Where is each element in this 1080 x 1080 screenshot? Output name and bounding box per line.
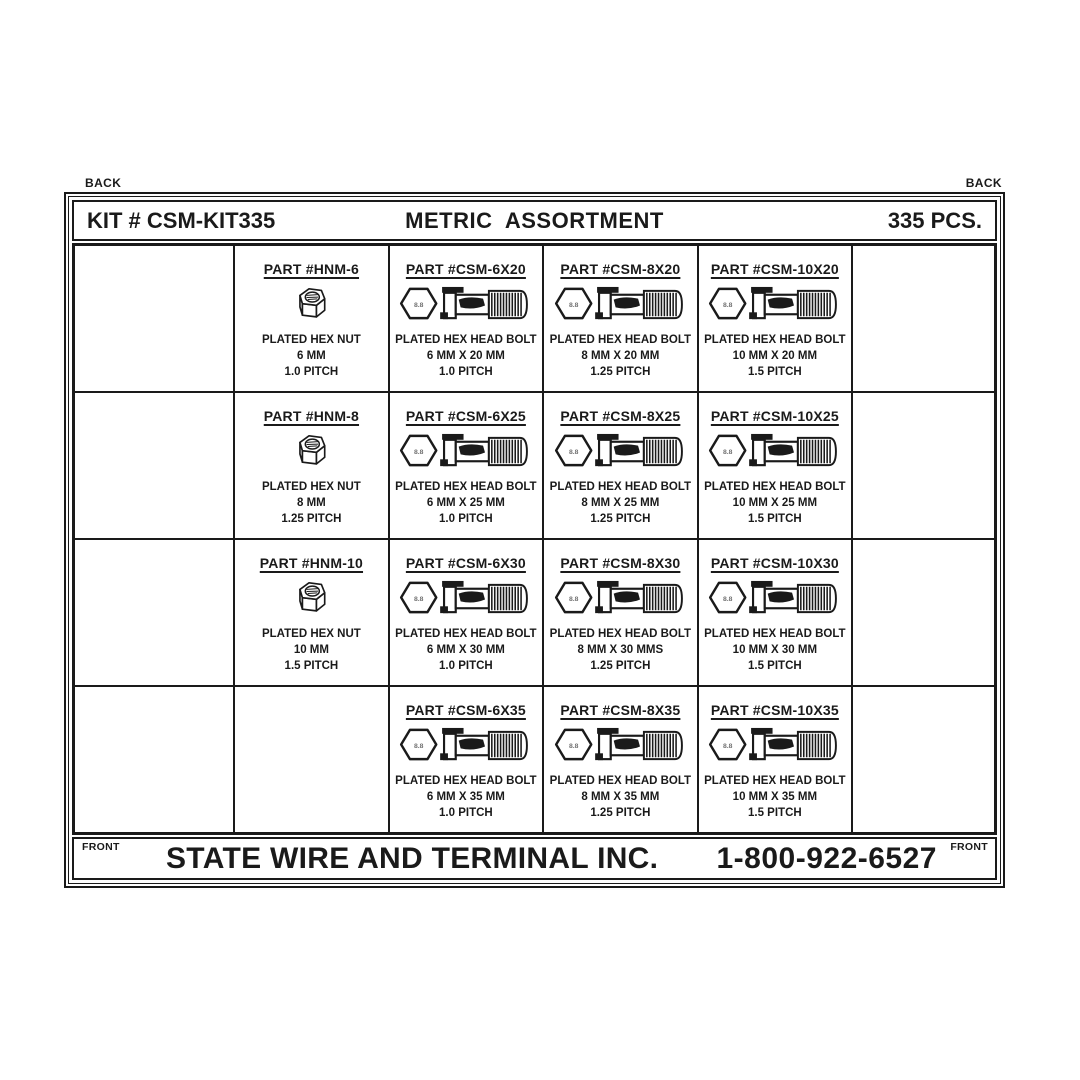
part-description: PLATED HEX HEAD BOLT 8 MM X 35 MM 1.25 PITCH bbox=[549, 775, 692, 819]
part-number: PART #CSM-10X25 bbox=[710, 408, 839, 424]
part-number: PART #CSM-10X30 bbox=[710, 555, 839, 571]
part-number: PART #CSM-10X20 bbox=[710, 261, 839, 277]
part-number: PART #HNM-6 bbox=[263, 261, 360, 277]
empty-cell bbox=[852, 686, 995, 833]
hex-head-bolt-icon bbox=[554, 571, 687, 626]
part-number: PART #CSM-8X35 bbox=[560, 702, 681, 718]
part-description: PLATED HEX HEAD BOLT 6 MM X 25 MM 1.0 PITCH bbox=[395, 481, 537, 525]
phone-number: 1-800-922-6527 bbox=[716, 841, 937, 875]
kit-header bbox=[72, 200, 997, 241]
hex-head-bolt-icon bbox=[399, 571, 532, 626]
kit-number: KIT # CSM-KIT335 bbox=[87, 207, 276, 233]
part-cell-hnm-8 bbox=[234, 392, 389, 539]
part-description: PLATED HEX HEAD BOLT 10 MM X 35 MM 1.5 PITCH bbox=[704, 775, 846, 819]
part-number: PART #CSM-8X30 bbox=[560, 555, 681, 571]
hex-nut-icon bbox=[295, 571, 328, 626]
part-cell-csm-8x20 bbox=[543, 245, 698, 392]
part-number: PART #CSM-8X20 bbox=[560, 261, 681, 277]
svg-text:8.8: 8.8 bbox=[414, 595, 424, 603]
svg-text:8.8: 8.8 bbox=[723, 448, 733, 456]
empty-cell bbox=[74, 539, 234, 686]
part-description: PLATED HEX HEAD BOLT 6 MM X 30 MM 1.0 PITCH bbox=[395, 628, 537, 672]
empty-cell bbox=[74, 686, 234, 833]
part-cell-csm-8x25 bbox=[543, 392, 698, 539]
part-cell-csm-8x35 bbox=[543, 686, 698, 833]
part-description: PLATED HEX HEAD BOLT 8 MM X 30 MMS 1.25 PITCH bbox=[549, 628, 692, 672]
svg-text:8.8: 8.8 bbox=[723, 595, 733, 603]
kit-title: METRIC ASSORTMENT bbox=[405, 207, 664, 233]
hex-head-bolt-icon bbox=[708, 571, 841, 626]
part-description: PLATED HEX HEAD BOLT 10 MM X 30 MM 1.5 PITCH bbox=[704, 628, 846, 672]
part-cell-csm-10x20 bbox=[698, 245, 852, 392]
part-number: PART #HNM-10 bbox=[259, 555, 364, 571]
svg-text:8.8: 8.8 bbox=[568, 595, 579, 603]
part-description: PLATED HEX NUT 8 MM 1.25 PITCH bbox=[261, 481, 361, 525]
hex-head-bolt-icon bbox=[399, 424, 532, 479]
part-cell-csm-10x35 bbox=[698, 686, 852, 833]
part-number: PART #CSM-6X25 bbox=[405, 408, 526, 424]
part-cell-csm-6x30 bbox=[389, 539, 543, 686]
front-label-left: FRONT bbox=[82, 841, 120, 853]
empty-cell bbox=[74, 245, 234, 392]
svg-text:8.8: 8.8 bbox=[568, 301, 579, 309]
hex-head-bolt-icon bbox=[554, 424, 687, 479]
piece-count: 335 PCS. bbox=[887, 207, 982, 233]
hex-head-bolt-icon bbox=[708, 718, 841, 773]
part-cell-csm-6x35 bbox=[389, 686, 543, 833]
empty-cell bbox=[852, 392, 995, 539]
part-description: PLATED HEX HEAD BOLT 10 MM X 20 MM 1.5 PITCH bbox=[704, 334, 846, 378]
svg-text:8.8: 8.8 bbox=[414, 448, 424, 456]
part-description: PLATED HEX HEAD BOLT 6 MM X 20 MM 1.0 PITCH bbox=[395, 334, 537, 378]
empty-cell bbox=[74, 392, 234, 539]
part-description: PLATED HEX HEAD BOLT 8 MM X 20 MM 1.25 PITCH bbox=[549, 334, 692, 378]
part-cell-csm-6x25 bbox=[389, 392, 543, 539]
hex-head-bolt-icon bbox=[708, 277, 841, 332]
part-cell-csm-8x30 bbox=[543, 539, 698, 686]
svg-text:8.8: 8.8 bbox=[568, 742, 579, 750]
svg-text:8.8: 8.8 bbox=[568, 448, 579, 456]
empty-cell bbox=[852, 539, 995, 686]
company-name: STATE WIRE AND TERMINAL INC. bbox=[166, 841, 659, 875]
part-description: PLATED HEX HEAD BOLT 8 MM X 25 MM 1.25 PITCH bbox=[549, 481, 692, 525]
part-number: PART #HNM-8 bbox=[263, 408, 360, 424]
svg-text:8.8: 8.8 bbox=[723, 301, 733, 309]
part-cell-hnm-10 bbox=[234, 539, 389, 686]
back-label-left: BACK bbox=[85, 176, 122, 190]
back-label-right: BACK bbox=[965, 176, 1002, 190]
hex-head-bolt-icon bbox=[399, 718, 532, 773]
part-cell-csm-10x25 bbox=[698, 392, 852, 539]
part-number: PART #CSM-10X35 bbox=[710, 702, 839, 718]
part-cell-csm-10x30 bbox=[698, 539, 852, 686]
hex-head-bolt-icon bbox=[708, 424, 841, 479]
empty-cell bbox=[852, 245, 995, 392]
part-description: PLATED HEX NUT 10 MM 1.5 PITCH bbox=[261, 628, 361, 672]
part-number: PART #CSM-6X30 bbox=[405, 555, 526, 571]
part-number: PART #CSM-6X20 bbox=[405, 261, 526, 277]
parts-grid bbox=[72, 243, 997, 835]
part-description: PLATED HEX NUT 6 MM 1.0 PITCH bbox=[261, 334, 361, 378]
hex-head-bolt-icon bbox=[399, 277, 532, 332]
part-description: PLATED HEX HEAD BOLT 6 MM X 35 MM 1.0 PITCH bbox=[395, 775, 537, 819]
part-description: PLATED HEX HEAD BOLT 10 MM X 25 MM 1.5 PITCH bbox=[704, 481, 846, 525]
kit-card-border bbox=[64, 192, 1005, 888]
part-cell-csm-6x20 bbox=[389, 245, 543, 392]
svg-text:8.8: 8.8 bbox=[414, 742, 424, 750]
hex-head-bolt-icon bbox=[554, 277, 687, 332]
svg-text:8.8: 8.8 bbox=[723, 742, 733, 750]
hex-head-bolt-icon bbox=[554, 718, 687, 773]
kit-footer bbox=[72, 837, 997, 880]
empty-cell bbox=[234, 686, 389, 833]
hex-nut-icon bbox=[295, 424, 328, 479]
part-number: PART #CSM-8X25 bbox=[560, 408, 681, 424]
front-label-right: FRONT bbox=[950, 841, 988, 853]
part-number: PART #CSM-6X35 bbox=[405, 702, 526, 718]
svg-text:8.8: 8.8 bbox=[414, 301, 424, 309]
hex-nut-icon bbox=[295, 277, 328, 332]
part-cell-hnm-6 bbox=[234, 245, 389, 392]
kit-card bbox=[68, 196, 1001, 884]
